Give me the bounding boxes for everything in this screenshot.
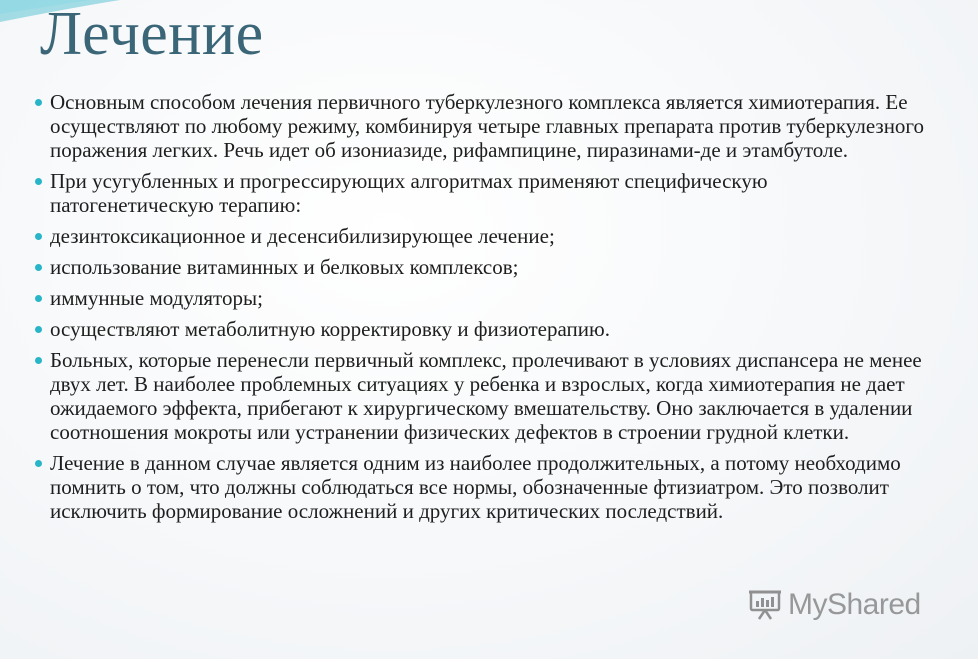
- list-item: [35, 317, 935, 341]
- presentation-board-icon: [748, 589, 784, 621]
- list-item: [35, 169, 935, 217]
- list-item: [35, 224, 935, 248]
- bullet-icon: [35, 233, 42, 240]
- list-item-text: иммунные модуляторы;: [50, 286, 263, 310]
- list-item-text: Больных, которые перенесли первичный комплекс, пролечивают в условиях диспансера не менее двух лет. В наиболее проблемных ситуациях у ребенка и взрослых, когда химиотерапия не дает ожидаемого эффекта, прибегают к хирургическому вмешательству. Оно заключается в удалении соотношения мокроты или устранении физических дефектов в строении грудной клетки.: [50, 348, 922, 444]
- bullet-icon: [35, 460, 42, 467]
- list-item: [35, 90, 935, 162]
- list-item: [35, 286, 935, 310]
- slide-title: Лечение: [40, 0, 264, 68]
- watermark-text: MyShared: [788, 588, 921, 621]
- bullet-icon: [35, 264, 42, 271]
- list-item: [35, 255, 935, 279]
- list-item-text: осуществляют метаболитную корректировку и физиотерапию.: [50, 317, 610, 341]
- bullet-list: [35, 90, 935, 530]
- bullet-icon: [35, 295, 42, 302]
- bullet-icon: [35, 357, 42, 364]
- list-item: [35, 348, 935, 444]
- bullet-icon: [35, 178, 42, 185]
- list-item-text: использование витаминных и белковых комплексов;: [50, 255, 519, 279]
- bullet-icon: [35, 99, 42, 106]
- list-item-text: Лечение в данном случае является одним из наиболее продолжительных, а потому необходимо помнить о том, что должны соблюдаться все нормы, обозначенные фтизиатром. Это позволит исключить формирование осложнений и других критических последствий.: [50, 451, 901, 523]
- list-item-text: При усугубленных и прогрессирующих алгоритмах применяют специфическую патогенетическую терапию:: [50, 169, 768, 217]
- list-item-text: Основным способом лечения первичного туберкулезного комплекса является химиотерапия. Ее осуществляют по любому режиму, комбинируя четыре главных препарата против туберкулезного поражения легких. Речь идет об изониазиде, рифампицине, пиразинами-де и этамбутоле.: [50, 90, 925, 162]
- myshared-watermark: [748, 588, 921, 622]
- list-item-text: дезинтоксикационное и десенсибилизирующее лечение;: [50, 224, 555, 248]
- bullet-icon: [35, 326, 42, 333]
- list-item: [35, 451, 935, 523]
